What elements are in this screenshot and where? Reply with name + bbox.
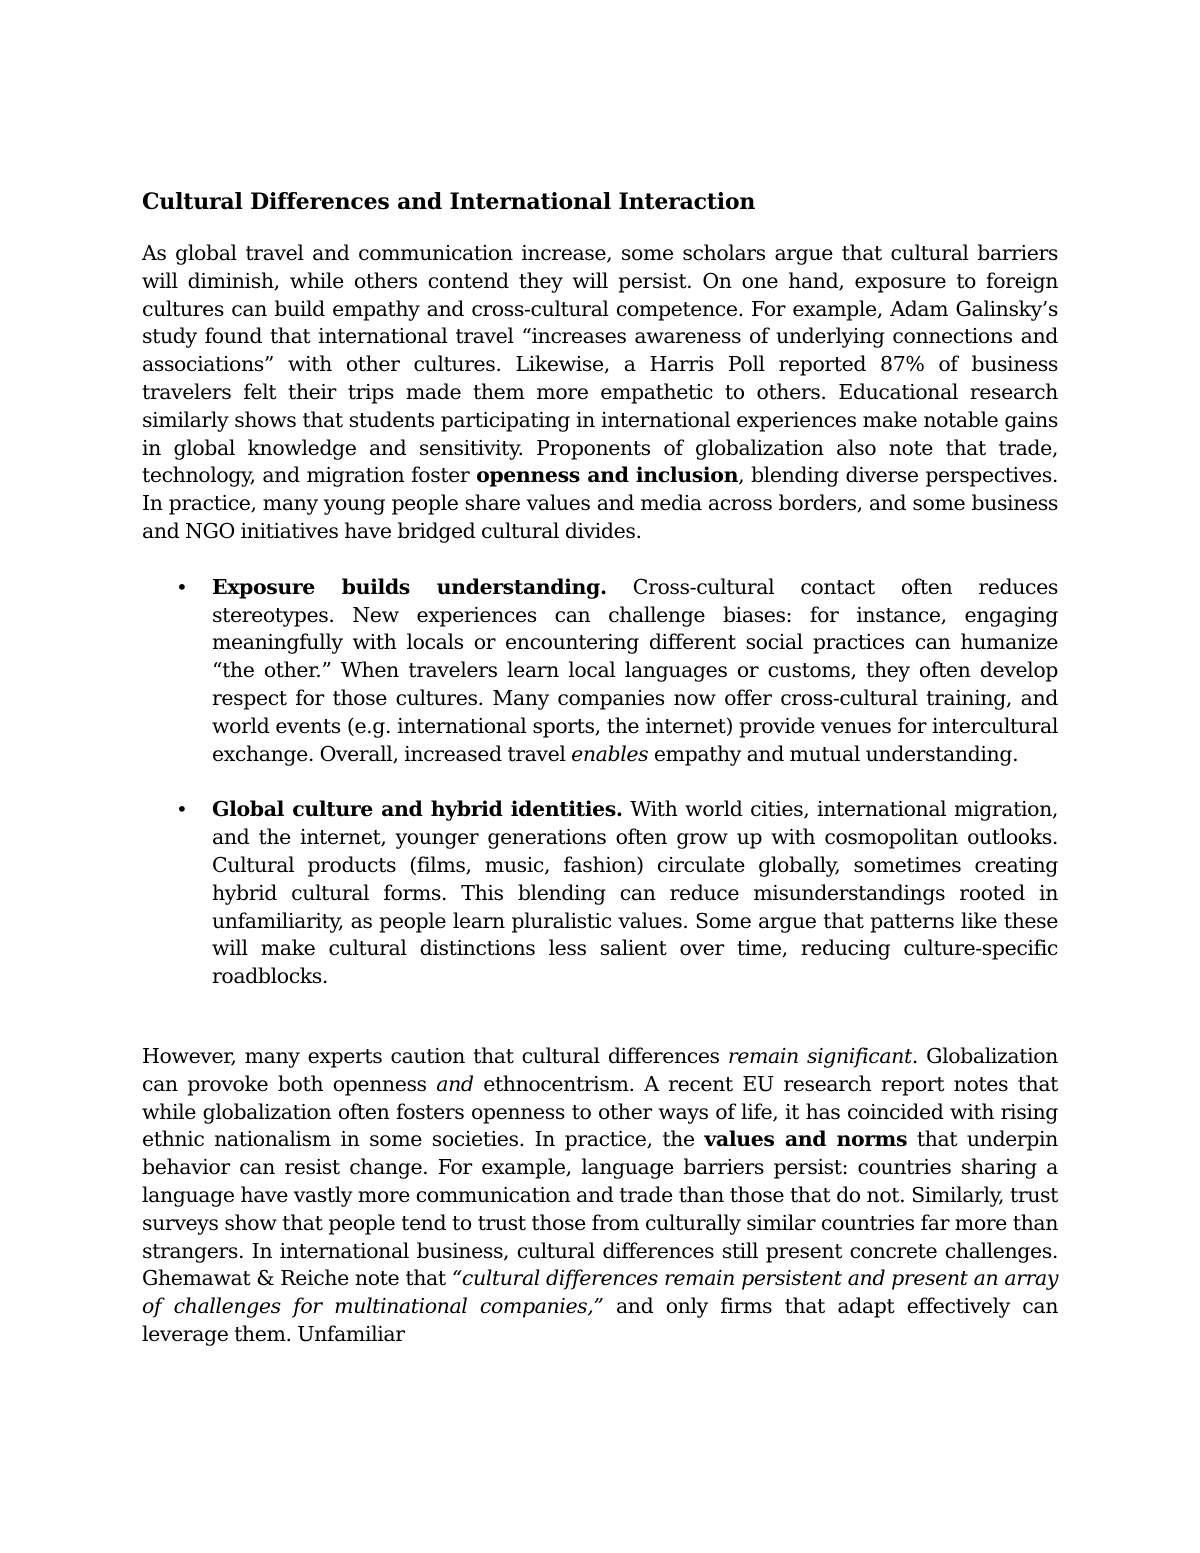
bullet-paragraph: [212, 796, 1058, 991]
counter-bold-values: values and norms: [704, 1127, 908, 1152]
document-title: Cultural Differences and International Interaction: [142, 189, 756, 215]
bullet-text-1: With world cities, international migration, and the internet, younger generations often grow up with cosmopolitan outlooks. Cultural products (films, music, fashion) circulate globally, sometimes creating hybrid cultural forms. This blending can reduce misunderstandings rooted in unfamiliarity, as people learn pluralistic values. Some argue that patterns like these will make cultural distinctions less salient over time, reducing culture-specific roadblocks.: [212, 797, 1058, 989]
bullet-heading: Exposure builds understanding.: [212, 574, 607, 599]
intro-text-2: , blending diverse perspectives. In practice, many young people share values and media across borders, and some business and NGO initiatives have bridged cultural divides.: [142, 463, 1058, 543]
counter-text-2: . Globalization can provoke both openness: [142, 1043, 1058, 1096]
counter-italic-1: remain significant: [727, 1043, 912, 1068]
bullet-item-exposure: [176, 574, 1058, 769]
bullet-heading: Global culture and hybrid identities.: [212, 797, 623, 822]
bullet-item-global-culture: [176, 796, 1058, 991]
bullet-text-2: empathy and mutual understanding.: [648, 741, 1019, 766]
bullet-marker: •: [176, 797, 188, 822]
counter-text-1: However, many experts caution that cultural differences: [142, 1043, 728, 1068]
intro-bold-openness: openness and inclusion: [476, 463, 739, 488]
intro-paragraph: [142, 240, 1058, 546]
bullet-list: [142, 574, 1058, 991]
bullet-paragraph: [212, 574, 1058, 769]
counter-text-5: and only firms that adapt effectively can leverage them. Unfamiliar: [142, 1294, 1059, 1346]
bullet-marker: •: [176, 574, 188, 599]
counter-text-4: that underpin behavior can resist change. For example, language barriers persist: countries sharing a language have vastly more communication and trade than those that do not. Similarly, trust surveys show that people tend to trust those from culturally similar countries far more than strangers. In international business, cultural differences still present concrete challenges. Ghemawat & Reiche note that: [142, 1127, 1058, 1291]
counter-italic-quote: “cultural differences remain persistent and present an array of challenges for multinational companies,”: [142, 1266, 1058, 1319]
intro-text-1: As global travel and communication increase, some scholars argue that cultural barriers will diminish, while others contend they will persist. On one hand, exposure to foreign cultures can build empathy and cross-cultural competence. For example, Adam Galinsky’s study found that international travel “increases awareness of underlying connections and associations” with other cultures. Likewise, a Harris Poll reported 87% of business travelers felt their trips made them more empathetic to others. Educational research similarly shows that students participating in international experiences make notable gains in global knowledge and sensitivity. Proponents of globalization also note that trade, technology, and migration foster: [142, 241, 1058, 488]
document-page: [142, 184, 1058, 1349]
counter-italic-2: and: [436, 1071, 474, 1096]
counter-text-3: ethnocentrism. A recent EU research report notes that while globalization often fosters openness to other ways of life, it has coincided with rising ethnic nationalism in some societies. In practice, the: [142, 1071, 1058, 1152]
counterpoint-paragraph: [142, 1043, 1058, 1349]
bullet-italic-enables: enables: [571, 741, 649, 766]
bullet-text-1: Cross-cultural contact often reduces stereotypes. New experiences can challenge biases: for instance, engaging meaningfully with locals or encountering different social practices can humanize “the other.” When travelers learn local languages or customs, they often develop respect for those cultures. Many companies now offer cross-cultural training, and world events (e.g. international sports, the internet) provide venues for intercultural exchange. Overall, increased travel: [212, 574, 1058, 766]
